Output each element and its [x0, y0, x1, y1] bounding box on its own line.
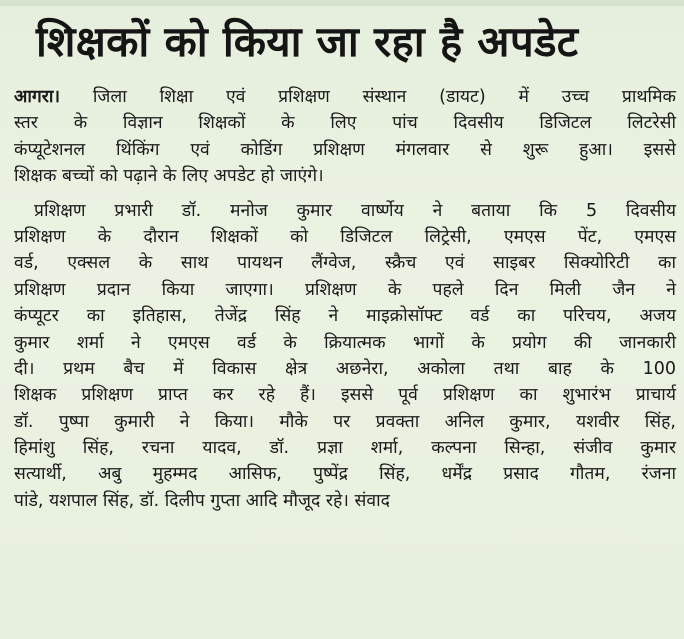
article-line: स्तर के विज्ञान शिक्षकों के लिए पांच दिवसीय डिजिटल लिटरेसी: [14, 113, 676, 134]
article-line: वर्ड, एक्सल के साथ पायथन लैंग्वेज, स्क्रैच एवं साइबर सिक्योरिटी का: [14, 253, 676, 274]
dateline: आगरा।: [14, 87, 61, 107]
headline: शिक्षकों को किया जा रहा है अपडेट: [36, 17, 579, 66]
article-line: [14, 84, 676, 110]
paragraph-gap: [14, 190, 676, 198]
article-line: पांडे, यशपाल सिंह, डॉ. दिलीप गुप्ता आदि मौजूद रहे। संवाद: [14, 490, 390, 511]
clipping-top-edge: [0, 0, 684, 6]
article-line: शिक्षक बच्चों को पढ़ाने के लिए अपडेट हो जाएंगे।: [14, 166, 324, 187]
article-line-text: जिला शिक्षा एवं प्रशिक्षण संस्थान (डायट) में उच्च प्राथमिक: [60, 87, 676, 107]
article-line: डॉ. पुष्पा कुमारी ने किया। मौके पर प्रवक्ता अनिल कुमार, यशवीर सिंह,: [14, 411, 676, 432]
article-line: दी। प्रथम बैच में विकास क्षेत्र अछनेरा, अकोला तथा बाह के 100: [14, 358, 676, 379]
article-line: प्रशिक्षण प्रदान किया जाएगा। प्रशिक्षण के पहले दिन मिली जैन ने: [14, 279, 676, 300]
article-line: प्रशिक्षण के दौरान शिक्षकों को डिजिटल लिट्रेसी, एमएस पेंट, एमएस: [14, 226, 676, 247]
article-body: [14, 84, 676, 514]
article-line: हिमांशु सिंह, रचना यादव, डॉ. प्रज्ञा शर्मा, कल्पना सिन्हा, संजीव कुमार: [14, 438, 676, 459]
article-line: कंप्यूटेशनल थिंकिंग एवं कोडिंग प्रशिक्षण मंगलवार से शुरू हुआ। इससे: [14, 139, 676, 160]
article-line: शिक्षक प्रशिक्षण प्राप्त कर रहे हैं। इससे पूर्व प्रशिक्षण का शुभारंभ प्राचार्य: [14, 385, 676, 406]
article-line: कुमार शर्मा ने एमएस वर्ड के क्रियात्मक भागों के प्रयोग की जानकारी: [14, 332, 676, 353]
article-line: कंप्यूटर का इतिहास, तेजेंद्र सिंह ने माइक्रोसॉफ्ट वर्ड का परिचय, अजय: [14, 306, 676, 327]
article-line: प्रशिक्षण प्रभारी डॉ. मनोज कुमार वार्ष्णेय ने बताया कि 5 दिवसीय: [34, 200, 676, 221]
article-line: सत्यार्थी, अबु मुहम्मद आसिफ, पुष्पेंद्र सिंह, धर्मेंद्र प्रसाद गौतम, रंजना: [14, 464, 676, 485]
